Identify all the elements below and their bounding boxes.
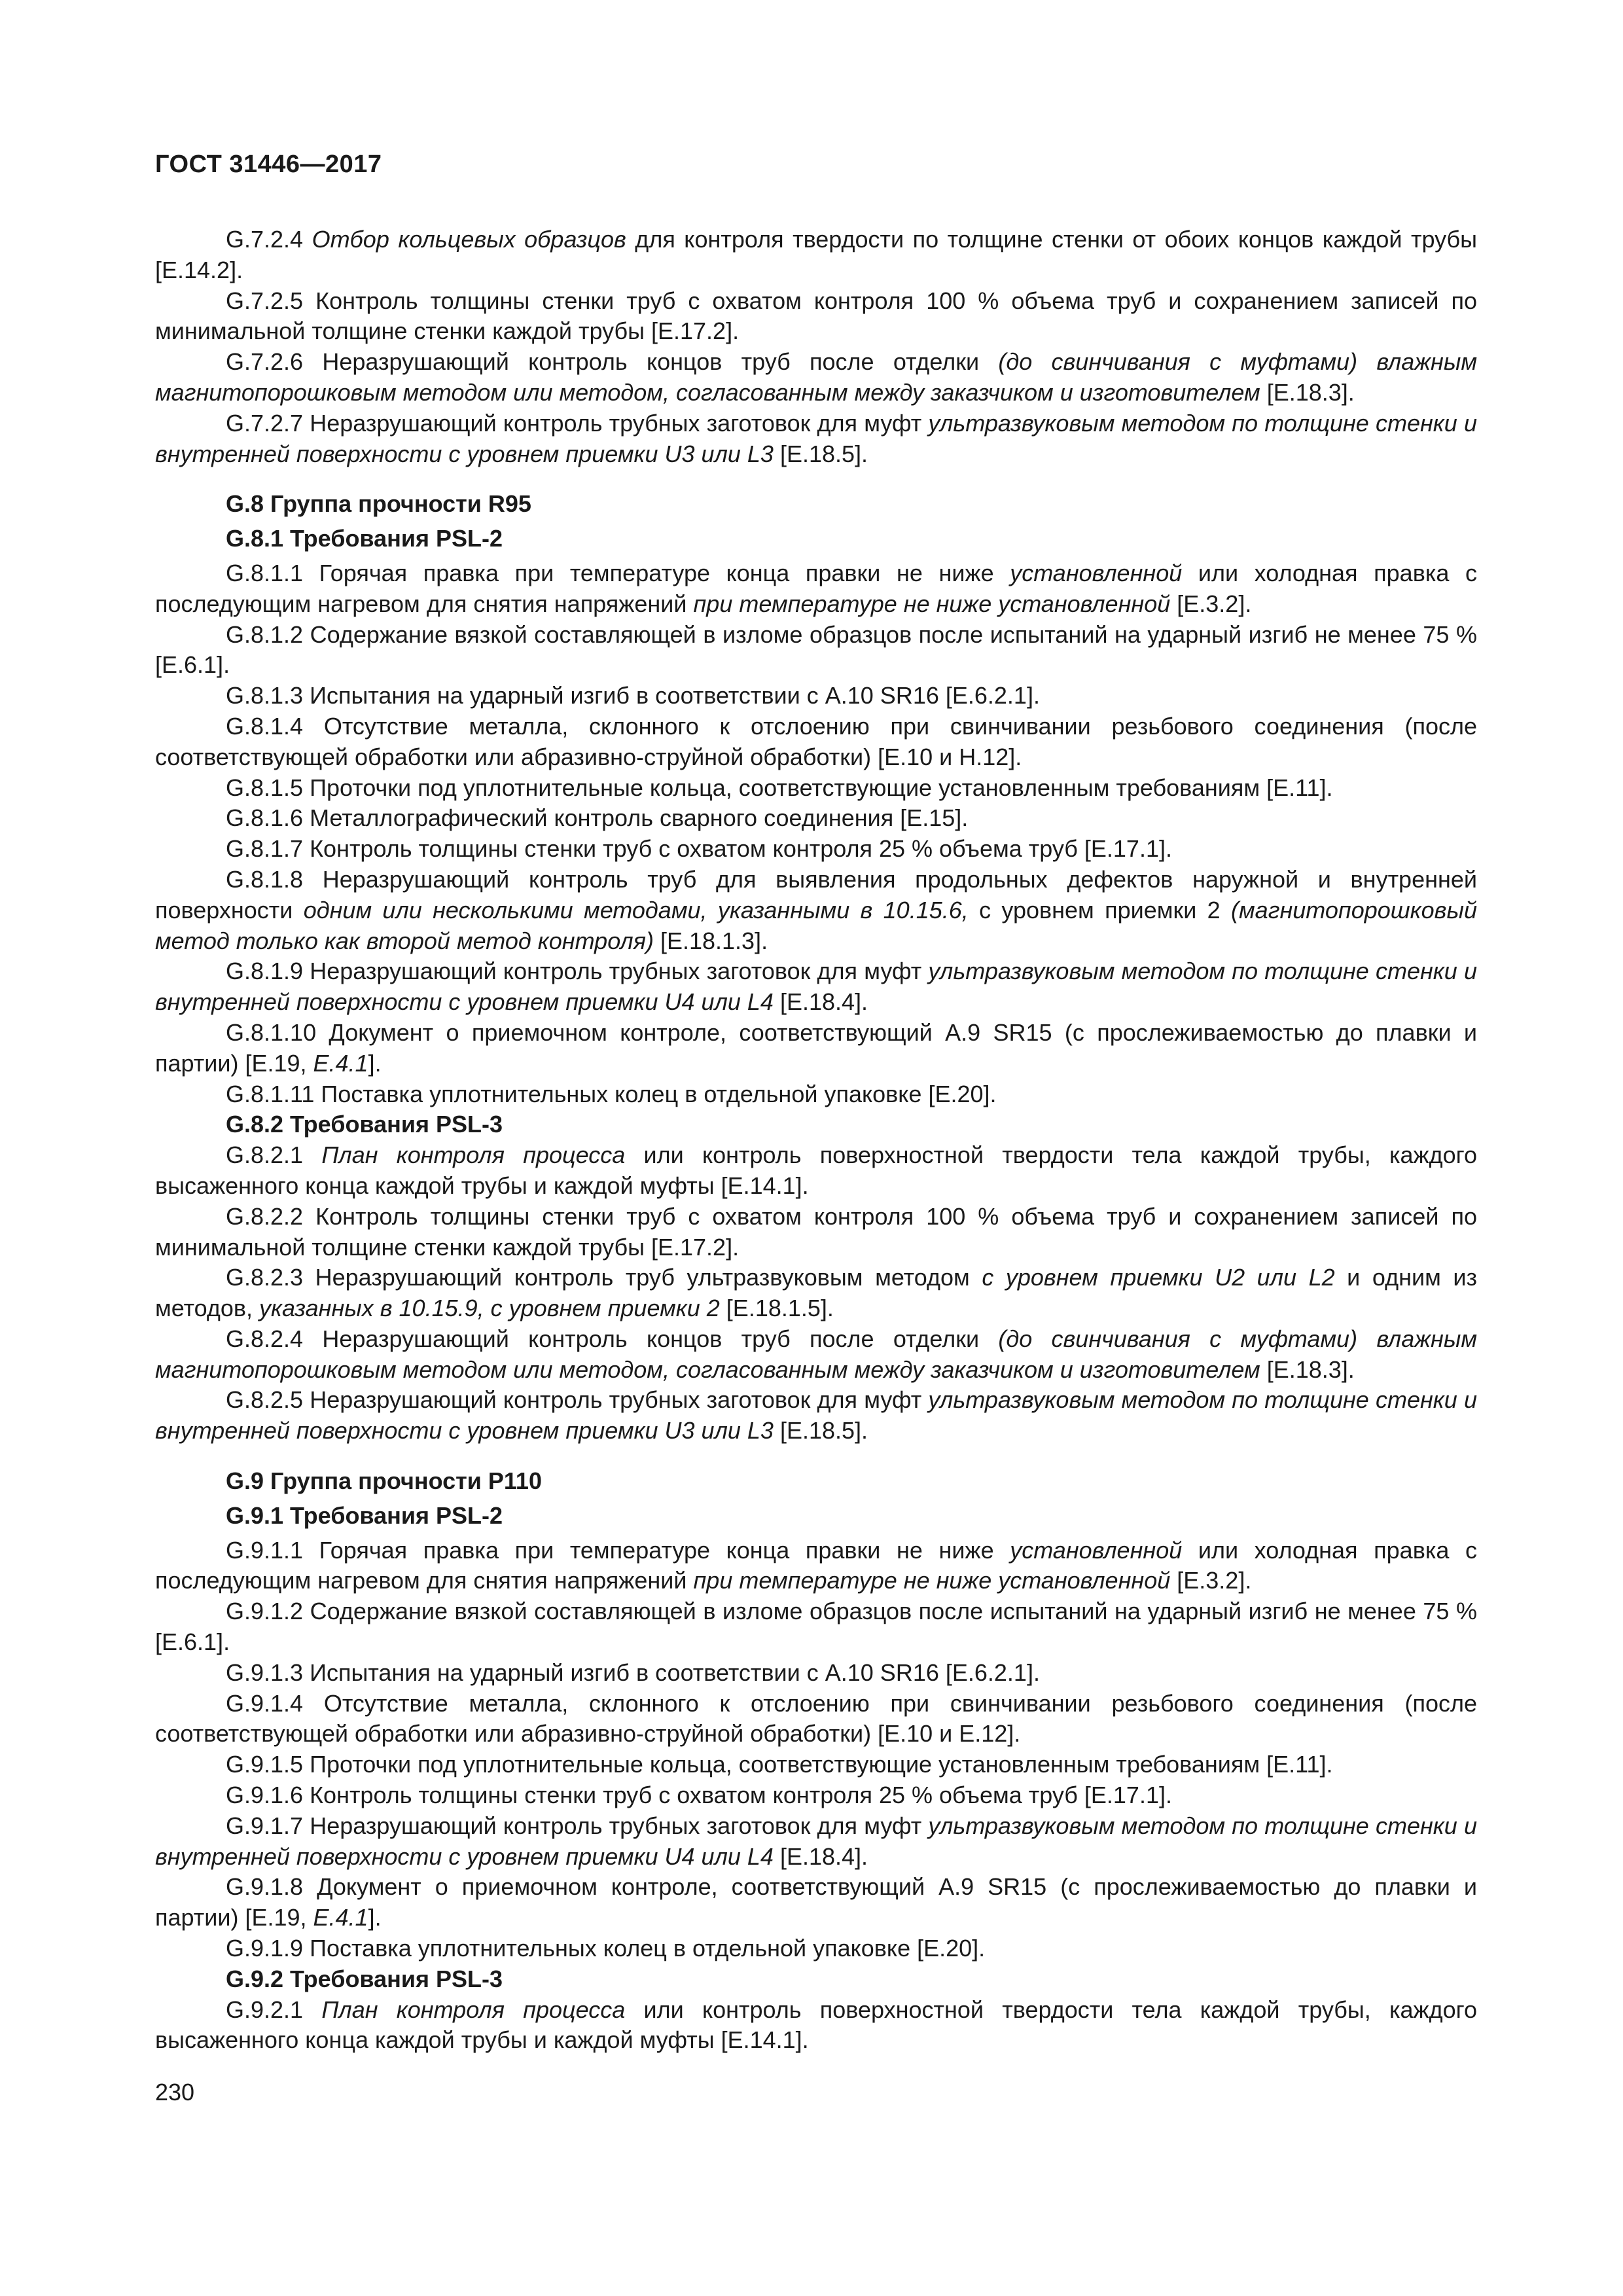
text-run: ]. — [368, 1049, 382, 1077]
text-run: для контроля твердости по толщине стенки от обоих концов каждой трубы [E.14.2]. — [155, 226, 1478, 283]
text-run: G.8.2.4 Неразрушающий контроль концов труб после отделки — [226, 1325, 999, 1352]
italic-text: при температуре не ниже установленной — [693, 590, 1171, 617]
clause-paragraph — [155, 1079, 1477, 1110]
text-run: G.8.1.10 Документ о приемочном контроле, соответствующий A.9 SR15 (с прослеживаемостью до плавки и партии) [E.19, — [155, 1018, 1477, 1077]
page-number: 230 — [155, 2079, 195, 2106]
text-run: или холодная правка с последующим нагревом для снятия напряжений — [155, 1536, 1477, 1594]
text-run: [E.18.5]. — [773, 1417, 868, 1444]
italic-text: E.4.1 — [313, 1049, 368, 1077]
clause-paragraph — [155, 286, 1477, 348]
clause-paragraph — [155, 1811, 1477, 1873]
subsection-heading: G.9.2 Требования PSL-3 — [226, 1965, 503, 1992]
text-run: G.9.1.2 Содержание вязкой составляющей в изломе образцов после испытаний на ударный изгиб не менее 75 % [E.6.1]. — [155, 1598, 1477, 1656]
text-run: G.8.2.3 Неразрушающий контроль труб ультразвуковым методом — [226, 1264, 982, 1291]
italic-text: установленной — [1010, 1536, 1183, 1564]
text-run: с уровнем приемки 2 — [968, 896, 1232, 924]
text-run: G.7.2.5 Контроль толщины стенки труб с охватом контроля 100 % объема труб и сохранением записей по минимальной толщине стенки каждой трубы [E.17.2]. — [155, 287, 1477, 345]
clause-paragraph — [155, 1202, 1477, 1263]
subsection-heading: G.8.2 Требования PSL-3 — [226, 1111, 503, 1138]
text-run: или холодная правка с последующим нагревом для снятия напряжений — [155, 559, 1477, 617]
text-run: ]. — [368, 1904, 382, 1931]
text-run: G.8.2.2 Контроль толщины стенки труб с охватом контроля 100 % объема труб и сохранением записей по минимальной толщине стенки каждой трубы [E.17.2]. — [155, 1202, 1477, 1261]
text-run: G.9.1.8 Документ о приемочном контроле, соответствующий A.9 SR15 (с прослеживаемостью до плавки и партии) [E.19, — [155, 1873, 1477, 1931]
clause-paragraph — [155, 408, 1477, 470]
text-run: G.9.1.6 Контроль толщины стенки труб с охватом контроля 25 % объема труб [E.17.1]. — [226, 1782, 1172, 1809]
clause-paragraph — [155, 1596, 1477, 1658]
document-code-header: ГОСТ 31446—2017 — [155, 151, 382, 178]
text-run: G.8.1.8 Неразрушающий контроль труб для выявления продольных дефектов наружной и внутренней поверхности — [155, 865, 1477, 924]
italic-text: с уровнем приемки U2 или L2 — [982, 1264, 1335, 1291]
clause-paragraph — [155, 1385, 1477, 1446]
clause-paragraph — [155, 1535, 1477, 1597]
clause-paragraph — [155, 1933, 1477, 1964]
text-run: G.9.1.5 Проточки под уплотнительные кольца, соответствующие установленным требованиям [E.11]. — [226, 1751, 1333, 1778]
text-run: [E.18.1.5]. — [719, 1295, 834, 1322]
text-run: G.7.2.6 Неразрушающий контроль концов труб после отделки — [226, 348, 999, 376]
italic-text: (до свинчивания с муфтами) влажным магнитопорошковым методом или методом, согласованным между заказчиком и изготовителем — [155, 1325, 1477, 1383]
clause-paragraph — [155, 956, 1477, 1018]
clause-paragraph — [155, 681, 1477, 711]
italic-text: одним или несколькими методами, указанными в 10.15.6, — [303, 896, 969, 924]
clause-paragraph — [155, 1689, 1477, 1750]
clause-paragraph — [155, 558, 1477, 620]
clause-paragraph — [155, 1263, 1477, 1324]
text-run: G.7.2.7 Неразрушающий контроль трубных заготовок для муфт — [226, 409, 929, 437]
text-run: G.8.1.7 Контроль толщины стенки труб с охватом контроля 25 % объема труб [E.17.1]. — [226, 835, 1172, 863]
text-run: [E.18.3]. — [1260, 1355, 1355, 1383]
clause-paragraph — [155, 1018, 1477, 1079]
italic-text: План контроля процесса — [321, 1996, 626, 2023]
text-run: или контроль поверхностной твердости тела каждой трубы, каждого высаженного конца каждой трубы и каждой муфты [E.14.1]. — [155, 1996, 1478, 2054]
text-run: [E.18.4]. — [773, 988, 868, 1016]
text-run: G.9.1.1 Горячая правка при температуре конца правки не ниже — [226, 1536, 1010, 1564]
clause-paragraph — [155, 1995, 1477, 2056]
subsection-heading: G.8.1 Требования PSL-2 — [226, 525, 503, 552]
text-run: G.7.2.4 — [226, 226, 312, 253]
clause-paragraph — [155, 1658, 1477, 1689]
document-body — [155, 224, 1477, 2056]
text-run: [E.3.2]. — [1170, 590, 1252, 617]
section-heading: G.9 Группа прочности P110 — [226, 1467, 542, 1495]
italic-text: указанных в 10.15.9, с уровнем приемки 2 — [259, 1295, 720, 1322]
text-run: G.9.1.3 Испытания на ударный изгиб в соответствии с A.10 SR16 [E.6.2.1]. — [226, 1659, 1040, 1686]
text-run: G.8.2.5 Неразрушающий контроль трубных заготовок для муфт — [226, 1386, 929, 1414]
italic-text: (магнитопорошковый метод только как второй метод контроля) — [155, 896, 1477, 954]
clause-paragraph — [155, 1872, 1477, 1933]
text-run: [E.18.5]. — [773, 440, 868, 467]
italic-text: ультразвуковым методом по толщине стенки и внутренней поверхности с уровнем приемки U3 или L3 — [155, 409, 1477, 467]
clause-paragraph — [155, 803, 1477, 834]
text-run: G.9.1.4 Отсутствие металла, склонного к отслоению при свинчивании резьбового соединения (после соответствующей обработки или абразивно-струйной обработки) [E.10 и E.12]. — [155, 1689, 1477, 1748]
text-run: G.9.2.1 — [226, 1996, 322, 2023]
clause-paragraph — [155, 711, 1477, 773]
clause-paragraph — [155, 773, 1477, 804]
clause-paragraph — [155, 1749, 1477, 1780]
text-run: [E.18.3]. — [1260, 378, 1355, 406]
text-run: G.8.1.6 Металлографический контроль сварного соединения [E.15]. — [226, 804, 969, 832]
text-run: G.8.1.2 Содержание вязкой составляющей в изломе образцов после испытаний на ударный изгиб не менее 75 % [E.6.1]. — [155, 620, 1477, 679]
text-run: G.9.1.9 Поставка уплотнительных колец в отдельной упаковке [E.20]. — [226, 1935, 986, 1962]
italic-text: ультразвуковым методом по толщине стенки и внутренней поверхности с уровнем приемки U4 или L4 — [155, 958, 1477, 1016]
text-run: [E.18.4]. — [773, 1842, 868, 1870]
italic-text: ультразвуковым методом по толщине стенки и внутренней поверхности с уровнем приемки U4 или L4 — [155, 1812, 1477, 1870]
italic-text: при температуре не ниже установленной — [693, 1567, 1171, 1594]
text-run: G.8.1.9 Неразрушающий контроль трубных заготовок для муфт — [226, 958, 929, 985]
italic-text: E.4.1 — [313, 1904, 368, 1931]
text-run: G.8.1.1 Горячая правка при температуре конца правки не ниже — [226, 559, 1010, 586]
clause-paragraph — [155, 224, 1477, 286]
text-run: и одним из методов, — [155, 1264, 1477, 1322]
italic-text: Отбор кольцевых образцов — [312, 226, 626, 253]
clause-paragraph — [155, 347, 1477, 408]
clause-paragraph — [155, 1780, 1477, 1811]
text-run: G.9.1.7 Неразрушающий контроль трубных заготовок для муфт — [226, 1812, 929, 1839]
text-run: G.8.2.1 — [226, 1141, 322, 1169]
text-run: G.8.1.5 Проточки под уплотнительные кольца, соответствующие установленным требованиям [E.11]. — [226, 774, 1333, 801]
text-run: [E.3.2]. — [1170, 1567, 1252, 1594]
italic-text: ультразвуковым методом по толщине стенки и внутренней поверхности с уровнем приемки U3 или L3 — [155, 1386, 1477, 1444]
italic-text: (до свинчивания с муфтами) влажным магнитопорошковым методом или методом, согласованным между заказчиком и изготовителем — [155, 348, 1477, 406]
text-run: G.8.1.11 Поставка уплотнительных колец в отдельной упаковке [E.20]. — [226, 1080, 997, 1107]
text-run: G.8.1.4 Отсутствие металла, склонного к отслоению при свинчивании резьбового соединения (после соответствующей обработки или абразивно-струйной обработки) [E.10 и H.12]. — [155, 712, 1477, 770]
clause-paragraph — [155, 620, 1477, 681]
italic-text: План контроля процесса — [321, 1141, 626, 1169]
text-run: или контроль поверхностной твердости тела каждой трубы, каждого высаженного конца каждой трубы и каждой муфты [E.14.1]. — [155, 1141, 1478, 1199]
subsection-heading: G.9.1 Требования PSL-2 — [226, 1501, 503, 1529]
text-run: G.8.1.3 Испытания на ударный изгиб в соответствии с A.10 SR16 [E.6.2.1]. — [226, 682, 1040, 709]
clause-paragraph — [155, 865, 1477, 956]
clause-paragraph — [155, 834, 1477, 865]
section-heading: G.8 Группа прочности R95 — [226, 490, 531, 518]
text-run: [E.18.1.3]. — [653, 927, 768, 954]
clause-paragraph — [155, 1324, 1477, 1386]
italic-text: установленной — [1010, 559, 1183, 586]
clause-paragraph — [155, 1140, 1477, 1202]
